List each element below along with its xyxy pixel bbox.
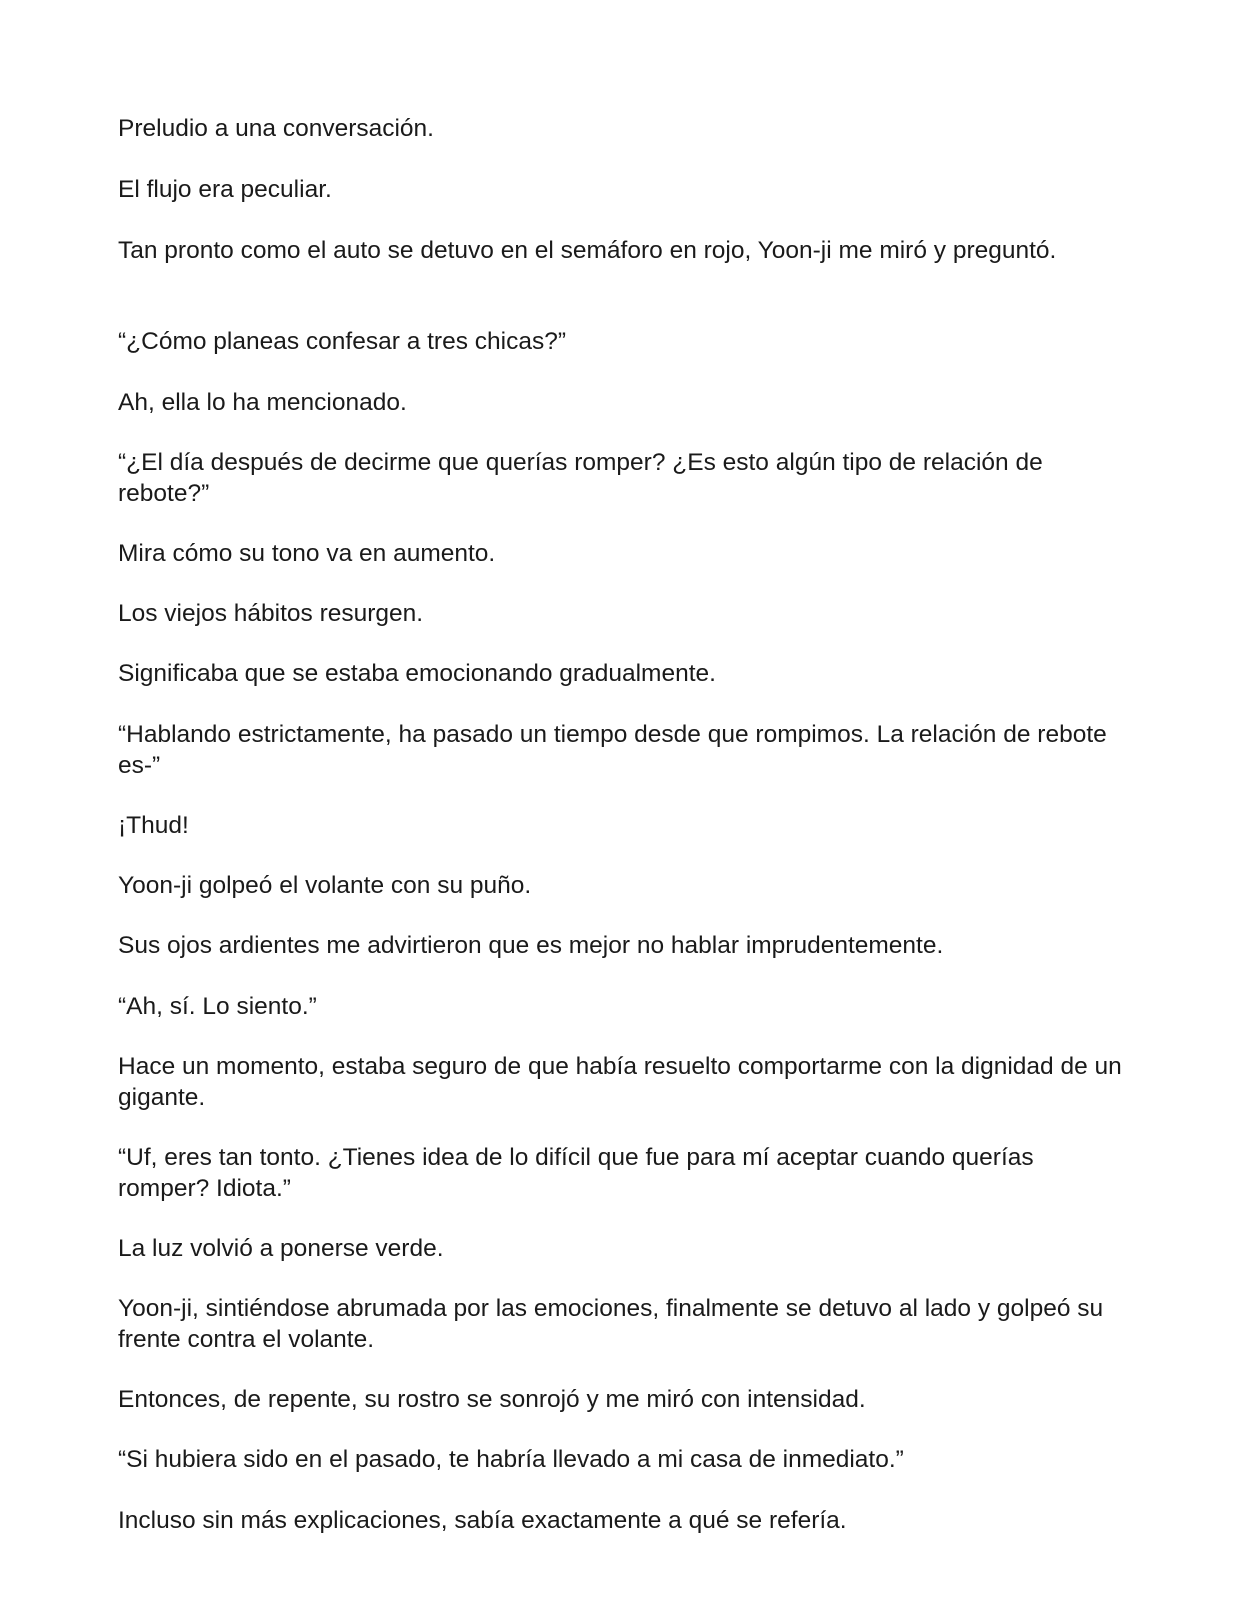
paragraph-19: Entonces, de repente, su rostro se sonrojó y me miró con intensidad.: [118, 1386, 866, 1413]
paragraph-10: “Hablando estrictamente, ha pasado un tiempo desde que rompimos. La relación de rebote es-”: [118, 721, 1107, 779]
paragraph-11: ¡Thud!: [118, 812, 189, 839]
paragraph-15: Hace un momento, estaba seguro de que había resuelto comportarme con la dignidad de un gigante.: [118, 1053, 1122, 1111]
paragraph-21: Incluso sin más explicaciones, sabía exactamente a qué se refería.: [118, 1507, 847, 1534]
paragraph-9: Significaba que se estaba emocionando gradualmente.: [118, 660, 716, 687]
paragraph-12: Yoon-ji golpeó el volante con su puño.: [118, 872, 532, 899]
paragraph-6: “¿El día después de decirme que querías romper? ¿Es esto algún tipo de relación de rebote?”: [118, 449, 1043, 507]
paragraph-18: Yoon-ji, sintiéndose abrumada por las emociones, finalmente se detuvo al lado y golpeó su frente contra el volante.: [118, 1295, 1104, 1353]
paragraph-14: “Ah, sí. Lo siento.”: [118, 993, 317, 1020]
paragraph-1: Preludio a una conversación.: [118, 115, 434, 142]
paragraph-3: Tan pronto como el auto se detuvo en el semáforo en rojo, Yoon-ji me miró y preguntó.: [118, 237, 1057, 264]
paragraph-20: “Si hubiera sido en el pasado, te habría llevado a mi casa de inmediato.”: [118, 1446, 904, 1473]
paragraph-2: El flujo era peculiar.: [118, 176, 332, 203]
paragraph-17: La luz volvió a ponerse verde.: [118, 1235, 444, 1262]
paragraph-4: “¿Cómo planeas confesar a tres chicas?”: [118, 328, 566, 355]
paragraph-7: Mira cómo su tono va en aumento.: [118, 540, 496, 567]
paragraph-13: Sus ojos ardientes me advirtieron que es mejor no hablar imprudentemente.: [118, 932, 944, 959]
paragraph-16: “Uf, eres tan tonto. ¿Tienes idea de lo difícil que fue para mí aceptar cuando querías romper? Idiota.”: [118, 1144, 1034, 1202]
paragraph-8: Los viejos hábitos resurgen.: [118, 600, 424, 627]
paragraph-5: Ah, ella lo ha mencionado.: [118, 389, 407, 416]
